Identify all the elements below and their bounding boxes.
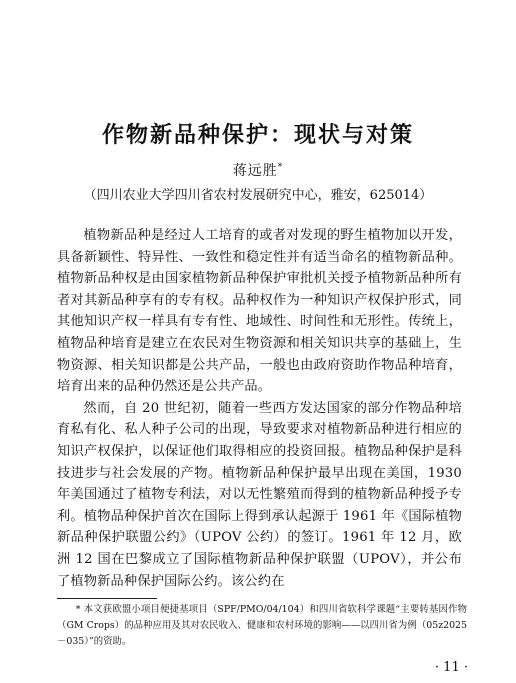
- footnote: [57, 602, 467, 650]
- article-title: 作物新品种保护：现状与对策: [101, 123, 414, 148]
- author-name: 蒋远胜: [232, 163, 278, 179]
- author-footnote-mark: *: [277, 162, 284, 173]
- paragraph-1: 植物新品种是经过人工培育的或者对发现的野生植物加以开发，具备新颖性、特异性、一致性和稳定性并有适当命名的植物新品种。植物新品种权是由国家植物新品种保护审批机关授予植物新品种所有者对其新品种享有的专有权。品种权作为一种知识产权保护形式，同其他知识产权一样具有专有性、地域性、时间性和无形性。传统上，植物品种培育是建立在农民对生物资源和相关知识共享的基础上，生物资源、相关知识都是公共产品，一般也由政府资助作物品种培育，培育出来的品种仍然还是公共产品。: [57, 228, 462, 395]
- footnote-text: * 本文获欧盟小项目便捷基项目（SPF/PMO/04/104）和四川省软科学课题“主要转基因作物（GM Crops）的品种应用及其对农民收入、健康和农村环境的影响——以四川省为例（05z2025－035）”的资助。: [57, 604, 467, 647]
- page-number: · 11 ·: [434, 660, 468, 675]
- footnote-divider: [57, 598, 157, 599]
- affiliation: （四川农业大学四川省农村发展研究中心，雅安，625014）: [83, 188, 433, 203]
- body-text: [57, 225, 462, 592]
- author-line: [0, 160, 516, 180]
- paragraph-2: 然而，自 20 世纪初，随着一些西方发达国家的部分作物品种培育私有化、私人种子公司的出现，导致要求对植物新品种进行相应的知识产权保护，以保证他们取得相应的投资回报。植物品种保护是科技进步与社会发展的产物。植物新品种保护最早出现在美国，1930 年美国通过了植物专利法，对以无性繁殖而得到的植物新品种授予专利。植物品种保护首次在国际上得到承认起源于 1961 年《国际植物新品种保护联盟公约》（UPOV 公约）的签订。1961 年 12 月，欧洲 12 国在巴黎成立了国际植物新品种保护联盟（UPOV），并公布了植物新品种保护国际公约。该公约在: [57, 400, 462, 589]
